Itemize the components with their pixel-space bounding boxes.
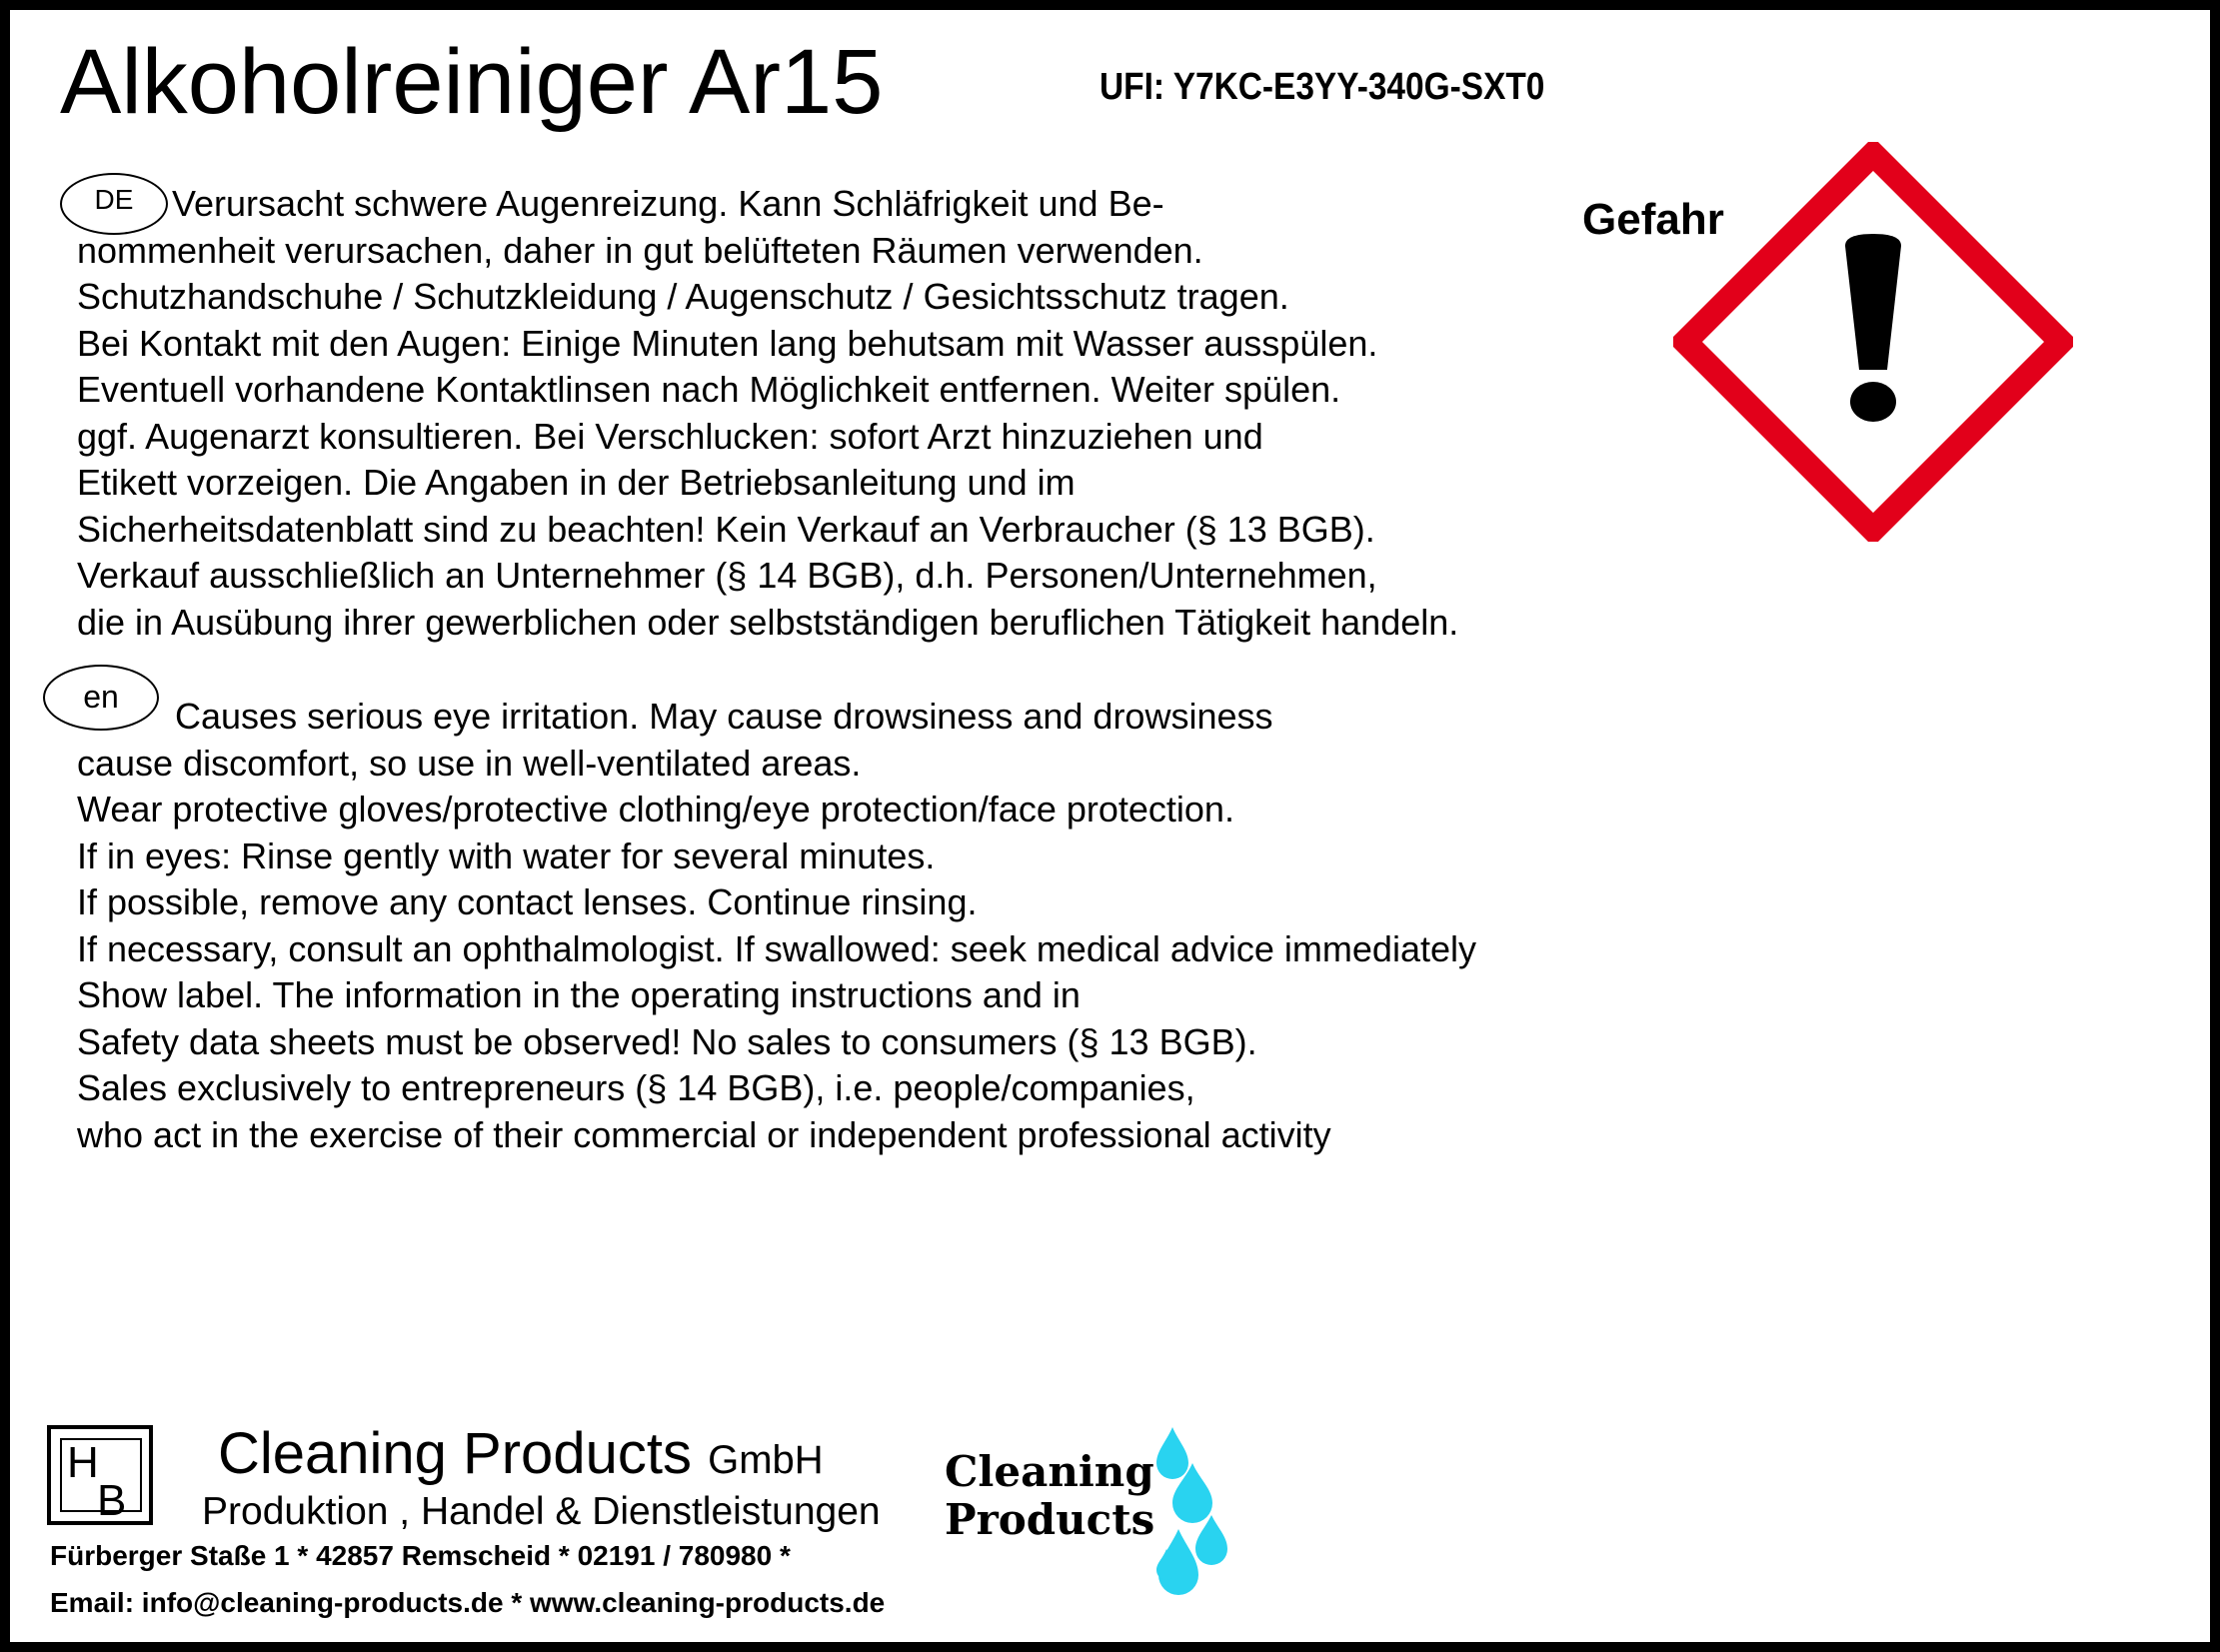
exclamation-mark-icon bbox=[1673, 142, 2073, 542]
product-title: Alkoholreiniger Ar15 bbox=[60, 31, 884, 133]
exclamation-dot bbox=[1850, 382, 1896, 422]
ufi-code: UFI: Y7KC-E3YY-340G-SXT0 bbox=[1100, 66, 1545, 108]
company-legal-form: GmbH bbox=[708, 1438, 824, 1482]
company-address: Fürberger Staße 1 * 42857 Remscheid * 02191 / 780980 * bbox=[50, 1540, 791, 1571]
hb-logo-letter-b: B bbox=[97, 1476, 127, 1525]
text-line: Wear protective gloves/protective clothing/eye protection/face protection. bbox=[77, 789, 1234, 829]
hb-logo-icon bbox=[47, 1425, 153, 1525]
company-tagline: Produktion , Handel & Dienstleistungen bbox=[202, 1490, 881, 1533]
text-line: Causes serious eye irritation. May cause drowsiness and drowsiness bbox=[175, 696, 1273, 737]
company-name bbox=[218, 1421, 824, 1486]
text-line: If in eyes: Rinse gently with water for several minutes. bbox=[77, 834, 936, 876]
text-line: cause discomfort, so use in well-ventilated areas. bbox=[77, 742, 862, 784]
cleaning-products-logo bbox=[945, 1419, 1244, 1609]
hazard-text-de bbox=[77, 181, 1458, 646]
hb-logo-letter-h: H bbox=[67, 1438, 99, 1487]
signal-word: Gefahr bbox=[1582, 195, 1724, 244]
text-line: Verursacht schwere Augenreizung. Kann Schläfrigkeit und Be- bbox=[172, 183, 1164, 224]
text-line: Sicherheitsdatenblatt sind zu beachten! Kein Verkauf an Verbraucher (§ 13 BGB). bbox=[77, 508, 1375, 550]
text-line: who act in the exercise of their commercial or independent professional activity bbox=[77, 1113, 1331, 1155]
company-contact: Email: info@cleaning-products.de * www.cleaning-products.de bbox=[50, 1587, 886, 1618]
company-name-text: Cleaning Products bbox=[218, 1421, 692, 1486]
text-line: nommenheit verursachen, daher in gut belüfteten Räumen verwenden. bbox=[77, 229, 1203, 271]
text-line: If possible, remove any contact lenses. Continue rinsing. bbox=[77, 881, 978, 922]
text-line: Show label. The information in the operating instructions and in bbox=[77, 974, 1081, 1015]
text-line: ggf. Augenarzt konsultieren. Bei Verschlucken: sofort Arzt hinzuziehen und bbox=[77, 415, 1263, 457]
text-line: Schutzhandschuhe / Schutzkleidung / Augenschutz / Gesichtsschutz tragen. bbox=[77, 276, 1289, 317]
text-line: Safety data sheets must be observed! No sales to consumers (§ 13 BGB). bbox=[77, 1020, 1257, 1062]
brand-logo-line1: Cleaning bbox=[945, 1447, 1154, 1496]
text-line: Sales exclusively to entrepreneurs (§ 14 BGB), i.e. people/companies, bbox=[77, 1067, 1195, 1108]
hazard-text-en bbox=[77, 694, 1476, 1158]
text-line: Bei Kontakt mit den Augen: Einige Minuten lang behutsam mit Wasser ausspülen. bbox=[77, 322, 1378, 364]
text-line: Eventuell vorhandene Kontaktlinsen nach Möglichkeit entfernen. Weiter spülen. bbox=[77, 369, 1341, 410]
brand-logo-line2: Products bbox=[945, 1495, 1155, 1544]
text-line: Verkauf ausschließlich an Unternehmer (§ 14 BGB), d.h. Personen/Unternehmen, bbox=[77, 555, 1377, 596]
lang-badge-en: en bbox=[43, 665, 159, 731]
text-line: Etikett vorzeigen. Die Angaben in der Betriebsanleitung und im bbox=[77, 462, 1076, 503]
text-line: If necessary, consult an ophthalmologist. If swallowed: seek medical advice immediately bbox=[77, 927, 1476, 969]
text-line: die in Ausübung ihrer gewerblichen oder selbstständigen beruflichen Tätigkeit handeln. bbox=[77, 601, 1459, 643]
lang-badge-de: DE bbox=[60, 173, 168, 235]
